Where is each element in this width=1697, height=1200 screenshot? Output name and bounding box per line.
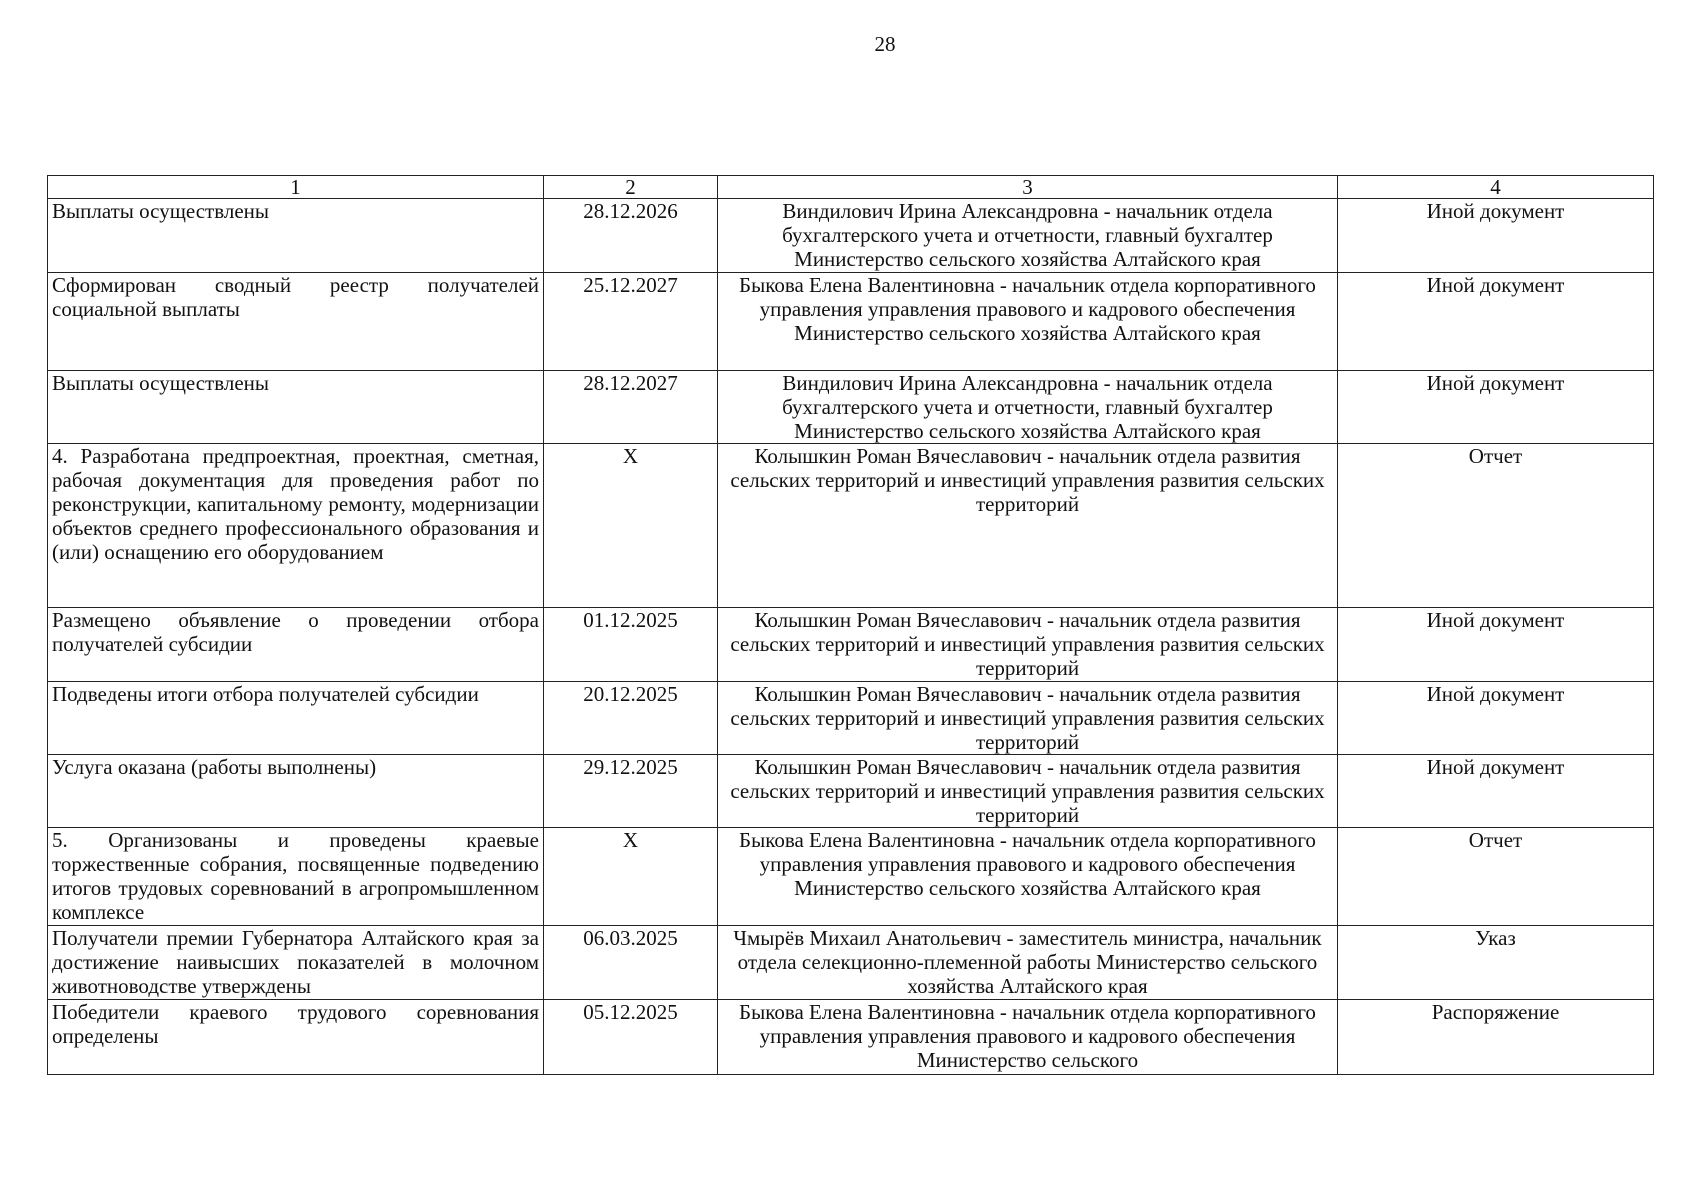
responsible-cell: Чмырёв Михаил Анатольевич - заместитель министра, начальник отдела селекционно-племенной работы Министерство сельского хозяйства Алтайского края <box>718 926 1338 1000</box>
page-number: 28 <box>874 32 896 56</box>
column-header: 2 <box>544 176 718 199</box>
table-row <box>48 444 1654 608</box>
result-cell: 4. Разработана предпроектная, проектная, сметная, рабочая документация для проведения работ по реконструкции, капитальному ремонту, модернизации объектов среднего профессионального образования и (или) оснащению его оборудованием <box>48 444 544 608</box>
table-header-row <box>48 176 1654 199</box>
date-cell: X <box>544 444 718 608</box>
responsible-cell: Быкова Елена Валентиновна - начальник отдела корпоративного управления управления правового и кадрового обеспечения Министерство сельского <box>718 1000 1338 1075</box>
date-cell: 28.12.2027 <box>544 371 718 444</box>
document-type-cell: Иной документ <box>1338 755 1654 828</box>
date-cell: 05.12.2025 <box>544 1000 718 1075</box>
document-type-cell: Иной документ <box>1338 682 1654 755</box>
document-type-cell: Отчет <box>1338 444 1654 608</box>
result-cell: Победители краевого трудового соревнования определены <box>48 1000 544 1075</box>
table-row <box>48 828 1654 926</box>
document-type-cell: Указ <box>1338 926 1654 1000</box>
document-type-cell: Иной документ <box>1338 608 1654 682</box>
result-cell: Размещено объявление о проведении отбора получателей субсидии <box>48 608 544 682</box>
column-header: 3 <box>718 176 1338 199</box>
table-row <box>48 273 1654 371</box>
table-row <box>48 1000 1654 1075</box>
document-type-cell: Иной документ <box>1338 273 1654 371</box>
result-cell: 5. Организованы и проведены краевые торжественные собрания, посвященные подведению итогов трудовых соревнований в агропромышленном комплексе <box>48 828 544 926</box>
table-row <box>48 608 1654 682</box>
date-cell: 20.12.2025 <box>544 682 718 755</box>
date-cell: 28.12.2026 <box>544 199 718 273</box>
table-row <box>48 199 1654 273</box>
responsible-cell: Колышкин Роман Вячеславович - начальник отдела развития сельских территорий и инвестиций управления развития сельских территорий <box>718 682 1338 755</box>
result-cell: Выплаты осуществлены <box>48 371 544 444</box>
date-cell: 29.12.2025 <box>544 755 718 828</box>
date-cell: X <box>544 828 718 926</box>
result-cell: Получатели премии Губернатора Алтайского края за достижение наивысших показателей в молочном животноводстве утверждены <box>48 926 544 1000</box>
responsible-cell: Быкова Елена Валентиновна - начальник отдела корпоративного управления управления правового и кадрового обеспечения Министерство сельского хозяйства Алтайского края <box>718 828 1338 926</box>
responsible-cell: Быкова Елена Валентиновна - начальник отдела корпоративного управления управления правового и кадрового обеспечения Министерство сельского хозяйства Алтайского края <box>718 273 1338 371</box>
column-header: 4 <box>1338 176 1654 199</box>
table-row <box>48 682 1654 755</box>
responsible-cell: Виндилович Ирина Александровна - начальник отдела бухгалтерского учета и отчетности, главный бухгалтер Министерство сельского хозяйства Алтайского края <box>718 199 1338 273</box>
responsible-cell: Виндилович Ирина Александровна - начальник отдела бухгалтерского учета и отчетности, главный бухгалтер Министерство сельского хозяйства Алтайского края <box>718 371 1338 444</box>
column-header: 1 <box>48 176 544 199</box>
responsible-cell: Колышкин Роман Вячеславович - начальник отдела развития сельских территорий и инвестиций управления развития сельских территорий <box>718 755 1338 828</box>
table-row <box>48 926 1654 1000</box>
document-type-cell: Иной документ <box>1338 199 1654 273</box>
document-table <box>47 175 1654 1075</box>
date-cell: 01.12.2025 <box>544 608 718 682</box>
document-type-cell: Распоряжение <box>1338 1000 1654 1075</box>
table-row <box>48 755 1654 828</box>
date-cell: 25.12.2027 <box>544 273 718 371</box>
date-cell: 06.03.2025 <box>544 926 718 1000</box>
document-type-cell: Иной документ <box>1338 371 1654 444</box>
result-cell: Выплаты осуществлены <box>48 199 544 273</box>
result-cell: Услуга оказана (работы выполнены) <box>48 755 544 828</box>
result-cell: Подведены итоги отбора получателей субсидии <box>48 682 544 755</box>
document-type-cell: Отчет <box>1338 828 1654 926</box>
table-row <box>48 371 1654 444</box>
responsible-cell: Колышкин Роман Вячеславович - начальник отдела развития сельских территорий и инвестиций управления развития сельских территорий <box>718 444 1338 608</box>
responsible-cell: Колышкин Роман Вячеславович - начальник отдела развития сельских территорий и инвестиций управления развития сельских территорий <box>718 608 1338 682</box>
result-cell: Сформирован сводный реестр получателей социальной выплаты <box>48 273 544 371</box>
